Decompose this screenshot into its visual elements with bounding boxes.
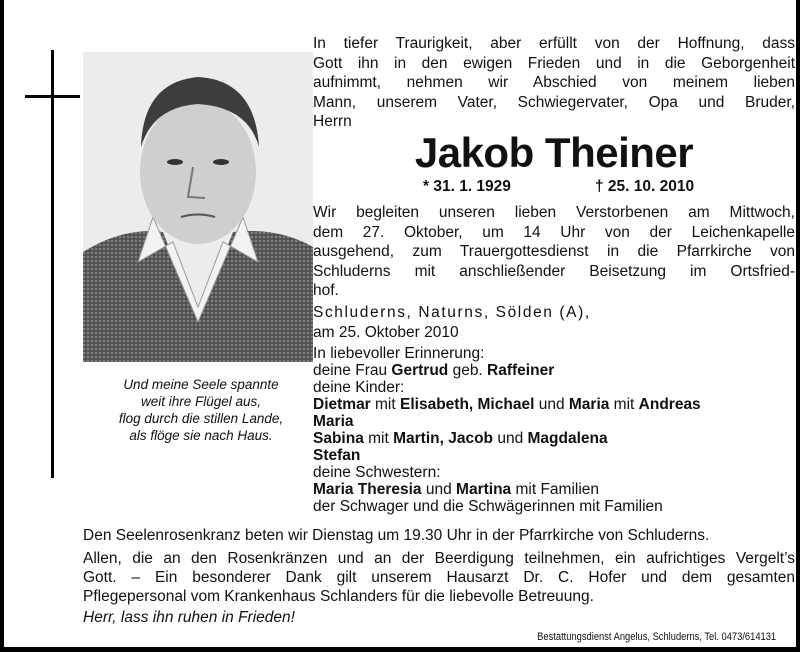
family-member-name: Martina: [456, 481, 512, 498]
family-text: deine Schwestern:: [313, 464, 441, 481]
family-text: mit: [370, 396, 400, 413]
family-member-name: Raffeiner: [487, 362, 555, 379]
family-list: [313, 345, 795, 515]
family-text: und: [493, 430, 528, 447]
text-line: ausgehend, zum Trauergottesdienst in die Pfarrkirche von: [313, 243, 795, 261]
intro-paragraph: [313, 34, 795, 132]
family-line: [313, 413, 795, 430]
poem: [83, 376, 319, 444]
poem-line: flog durch die stillen Lande,: [118, 411, 284, 426]
family-member-name: Martin, Jacob: [393, 430, 494, 447]
poem-line: Und meine Seele spannte: [123, 377, 279, 392]
text-line: Herrn: [313, 113, 352, 131]
rosary-note: Den Seelenrosenkranz beten wir Dienstag um 19.30 Uhr in der Pfarrkirche von Schluderns.: [83, 527, 710, 544]
border-left: [0, 0, 4, 652]
family-text: mit Familien: [511, 481, 600, 498]
birth-date: * 31. 1. 1929: [423, 178, 511, 195]
family-text: und: [534, 396, 569, 413]
life-dates: [313, 177, 795, 197]
text-line: Mann, unserem Vater, Schwiegervater, Opa und Bruder,: [313, 93, 795, 111]
deceased-name: Jakob Theiner: [414, 129, 694, 176]
cross-vertical: [51, 50, 54, 478]
place-date: [313, 303, 795, 342]
funeral-service-credit: Bestattungsdienst Angelus, Schluderns, Tel. 0473/614131: [537, 631, 776, 643]
family-member-name: Maria: [568, 396, 610, 413]
text-line: hof.: [313, 282, 339, 300]
family-line: [313, 379, 795, 396]
family-text: mit: [609, 396, 639, 413]
family-line: [313, 498, 795, 515]
family-line: [313, 430, 795, 447]
border-bottom: [0, 647, 800, 652]
portrait-photo: [83, 52, 313, 362]
date: am 25. Oktober 2010: [313, 323, 459, 341]
text-line: aufnimmt, nehmen wir Abschied von meinem lieben: [313, 74, 795, 92]
funeral-paragraph: [313, 203, 795, 301]
border-right: [796, 0, 800, 652]
family-text: In liebevoller Erinnerung:: [313, 345, 485, 362]
family-member-name: Maria Theresia: [313, 481, 422, 498]
family-member-name: Magdalena: [527, 430, 608, 447]
text-line: In tiefer Traurigkeit, aber erfüllt von der Hoffnung, dass: [313, 35, 795, 52]
text-line: Gott ihn in den ewigen Frieden und in die Geborgenheit: [313, 54, 795, 72]
text-line: Schluderns mit anschließender Beisetzung im Ortsfried-: [313, 262, 795, 280]
family-text: geb.: [448, 362, 488, 379]
family-line: [313, 464, 795, 481]
text-line: dem 27. Oktober, um 14 Uhr von der Leichenkapelle: [313, 223, 795, 241]
family-line: [313, 481, 795, 498]
family-text: und: [421, 481, 457, 498]
poem-line: weit ihre Flügel aus,: [140, 394, 262, 409]
family-line: [313, 396, 795, 413]
family-line: [313, 345, 795, 362]
poem-line: als flöge sie nach Haus.: [129, 428, 273, 443]
family-member-name: Andreas: [638, 396, 701, 413]
text-line: Allen, die an den Rosenkränzen und an der Beerdigung teilnehmen, ein aufrichtiges Vergelt’s: [83, 550, 795, 567]
text-line: Wir begleiten unseren lieben Verstorbenen am Mittwoch,: [313, 204, 795, 221]
family-member-name: Stefan: [313, 447, 361, 464]
family-member-name: Gertrud: [391, 362, 449, 379]
family-member-name: Elisabeth, Michael: [400, 396, 535, 413]
family-text: mit: [363, 430, 394, 447]
family-member-name: Dietmar: [313, 396, 371, 413]
closing-prayer: Herr, lass ihn ruhen in Frieden!: [83, 609, 295, 626]
family-text: deine Frau: [313, 362, 392, 379]
text-line: Gott. – Ein besonderer Dank gilt unserem Hausarzt Dr. C. Hofer und dem gesamten: [83, 569, 795, 586]
family-line: [313, 362, 795, 379]
family-member-name: Maria: [313, 413, 354, 430]
place: Schluderns, Naturns, Sölden (A),: [313, 304, 591, 321]
cross-horizontal: [25, 95, 80, 98]
death-date: † 25. 10. 2010: [595, 178, 695, 195]
family-member-name: Sabina: [313, 430, 364, 447]
text-line: Pflegepersonal vom Krankenhaus Schlanders für die liebevolle Betreuung.: [83, 588, 594, 605]
thanks-paragraph: [83, 549, 795, 606]
family-text: der Schwager und die Schwägerinnen mit Familien: [313, 498, 663, 515]
family-line: [313, 447, 795, 464]
family-text: deine Kinder:: [313, 379, 405, 396]
